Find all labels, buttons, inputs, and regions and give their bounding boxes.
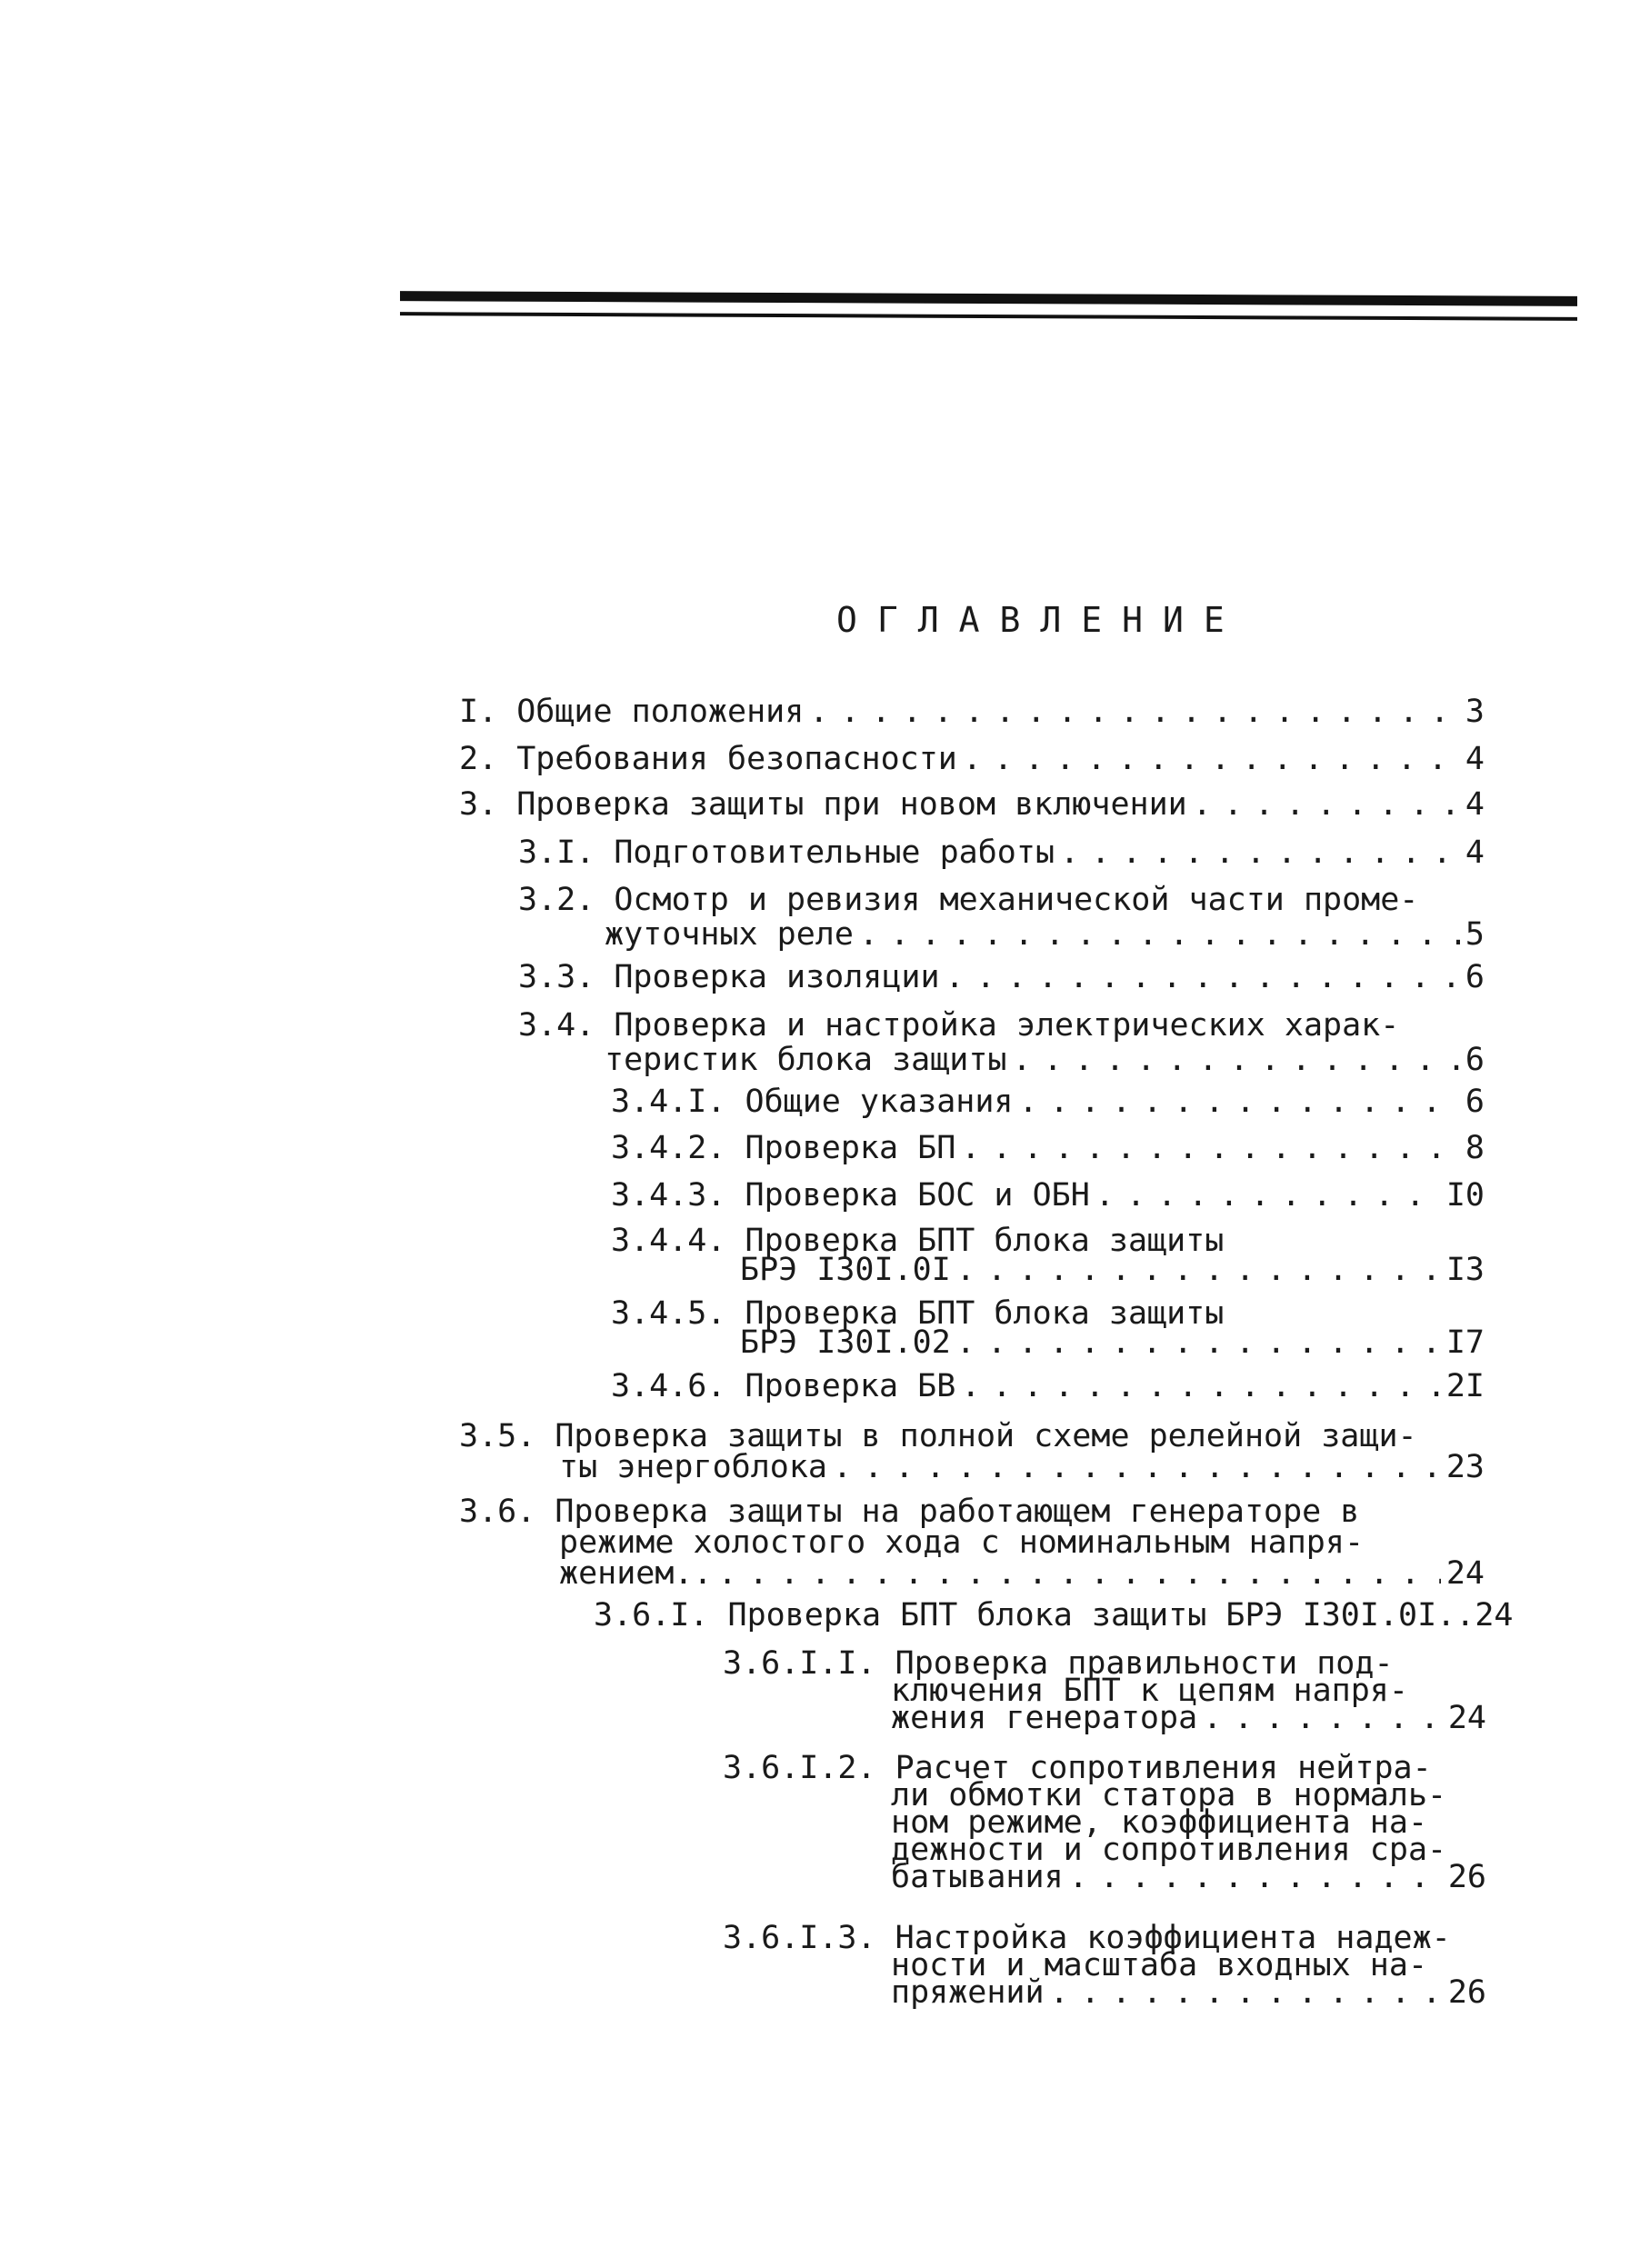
toc-entry-page: 26 [1447, 1859, 1486, 1895]
toc-entry-title: ли обмотки статора в нормаль- [891, 1777, 1447, 1813]
toc-entry-title: 2. Требования безопасности [459, 741, 957, 777]
leader-dots [1193, 786, 1460, 823]
toc-entry [611, 1130, 1485, 1166]
toc-entry [611, 1177, 1485, 1214]
toc-entry-page: 2I [1445, 1368, 1485, 1404]
toc-entry-title: БРЭ I30I.0I [740, 1252, 951, 1288]
toc-entry-page: 4 [1465, 786, 1485, 823]
toc-entry [459, 1494, 1485, 1592]
toc-entry-title: жением.. [559, 1555, 713, 1592]
toc-entry-title: 3.4.5. Проверка БПТ блока защиты [611, 1295, 1225, 1332]
toc-entry-title: 3.3. Проверка изоляции [518, 959, 940, 995]
toc-entry-page: 24 [1475, 1597, 1514, 1634]
toc-entry-page: 5 [1465, 916, 1485, 953]
toc-entry-title: 3.6. Проверка защиты на работающем генераторе в [459, 1494, 1360, 1530]
leader-dots [1095, 1177, 1441, 1214]
toc-entry [723, 1920, 1486, 2011]
toc-entry-title: 3.4.6. Проверка БВ [611, 1368, 956, 1404]
leader-dots [1069, 1859, 1443, 1895]
leader-dots [945, 959, 1460, 995]
toc-entry-page: 3 [1465, 694, 1485, 730]
toc-entry [611, 1368, 1485, 1404]
toc-entry-page: 24 [1445, 1555, 1485, 1592]
leader-dots [718, 1555, 1441, 1592]
leader-dots [1019, 1084, 1460, 1120]
toc-entry-title: БРЭ I30I.02 [740, 1324, 951, 1361]
toc-entry-title: I. Общие положения [459, 694, 805, 730]
toc-entry-title: ности и масштаба входных на- [891, 1947, 1428, 1983]
leader-dots [1060, 834, 1460, 871]
toc-entry-page: 4 [1465, 834, 1485, 871]
toc-heading: ОГЛАВЛЕНИЕ [836, 600, 1245, 640]
toc-entry-page: 6 [1465, 1084, 1485, 1120]
toc-entry-page: I3 [1445, 1252, 1485, 1288]
leader-dots [859, 916, 1460, 953]
toc-entry-title: 3.4.4. Проверка БПТ блока защиты [611, 1223, 1225, 1259]
toc-entry-title: ты энергоблока [559, 1449, 828, 1485]
toc-entry-title: 3.4.2. Проверка БП [611, 1130, 956, 1166]
leader-dots [833, 1449, 1441, 1485]
toc-entry-page: 4 [1465, 741, 1485, 777]
toc-entry-title: режиме холостого хода с номинальным напря- [559, 1524, 1365, 1561]
toc-entry-page: I7 [1445, 1324, 1485, 1361]
toc-entry [611, 1223, 1485, 1288]
toc-entry-title: 3.5. Проверка защиты в полной схеме релейной защи- [459, 1418, 1417, 1454]
leader-dots [1203, 1700, 1443, 1736]
toc-entry-page: 24 [1447, 1700, 1486, 1736]
leader-dots [961, 1130, 1460, 1166]
toc-entry [611, 1084, 1485, 1120]
toc-entry [723, 1750, 1486, 1895]
toc-entry [459, 786, 1485, 823]
toc-entry-title: пряжений [891, 1974, 1045, 2011]
toc-entry-title: теристик блока защиты [605, 1042, 1007, 1078]
toc-entry [518, 834, 1485, 871]
leader-dots [809, 694, 1460, 730]
toc-entry-title: ном режиме, коэффициента на- [891, 1804, 1428, 1841]
toc-entry-title: 3.4.I. Общие указания [611, 1084, 1014, 1120]
toc-entry [518, 1007, 1485, 1078]
toc-entry-page: 6 [1465, 1042, 1485, 1078]
toc-entry-title: ключения БПТ к цепям напря- [891, 1673, 1408, 1709]
toc-entry-page: 23 [1445, 1449, 1485, 1485]
toc-entry-title: 3.6.I.3. Настройка коэффициента надеж- [723, 1920, 1451, 1956]
toc-entry-title: батывания [891, 1859, 1064, 1895]
toc-entry [459, 694, 1485, 730]
leader-dots [963, 741, 1460, 777]
toc-entry [459, 741, 1485, 777]
toc-entry-title: дежности и сопротивления сра- [891, 1832, 1447, 1868]
toc-entry-title: 3. Проверка защиты при новом включении [459, 786, 1187, 823]
toc-entry-title: 3.4.3. Проверка БОС и ОБН [611, 1177, 1090, 1214]
toc-entry-page: 6 [1465, 959, 1485, 995]
toc-entry [459, 1418, 1485, 1485]
toc-entry-title: жуточных реле [605, 916, 854, 953]
toc-entry [723, 1645, 1486, 1736]
toc-entry [518, 959, 1485, 995]
toc-entry-title: 3.2. Осмотр и ревизия механической части проме- [518, 882, 1419, 918]
toc-entry-title: 3.6.I. Проверка БПТ блока защиты БРЭ I30I.0I.. [594, 1597, 1475, 1634]
toc-entry-page: I0 [1445, 1177, 1485, 1214]
toc-entry-title: 3.6.I.2. Расчет сопротивления нейтра- [723, 1750, 1432, 1786]
leader-dots [961, 1368, 1441, 1404]
toc-entry [518, 882, 1485, 953]
toc-entry-title: жения генератора [891, 1700, 1198, 1736]
leader-dots [956, 1324, 1441, 1361]
leader-dots [956, 1252, 1441, 1288]
toc-entry [594, 1597, 1514, 1634]
toc-entry-title: 3.I. Подготовительные работы [518, 834, 1055, 871]
toc-entry [611, 1295, 1485, 1361]
toc-entry-title: 3.4. Проверка и настройка электрических харак- [518, 1007, 1400, 1044]
toc-entry-page: 26 [1447, 1974, 1486, 2011]
toc-entry-page: 8 [1465, 1130, 1485, 1166]
leader-dots [1050, 1974, 1443, 2011]
leader-dots [1013, 1042, 1460, 1078]
toc-entry-title: 3.6.I.I. Проверка правильности под- [723, 1645, 1394, 1682]
